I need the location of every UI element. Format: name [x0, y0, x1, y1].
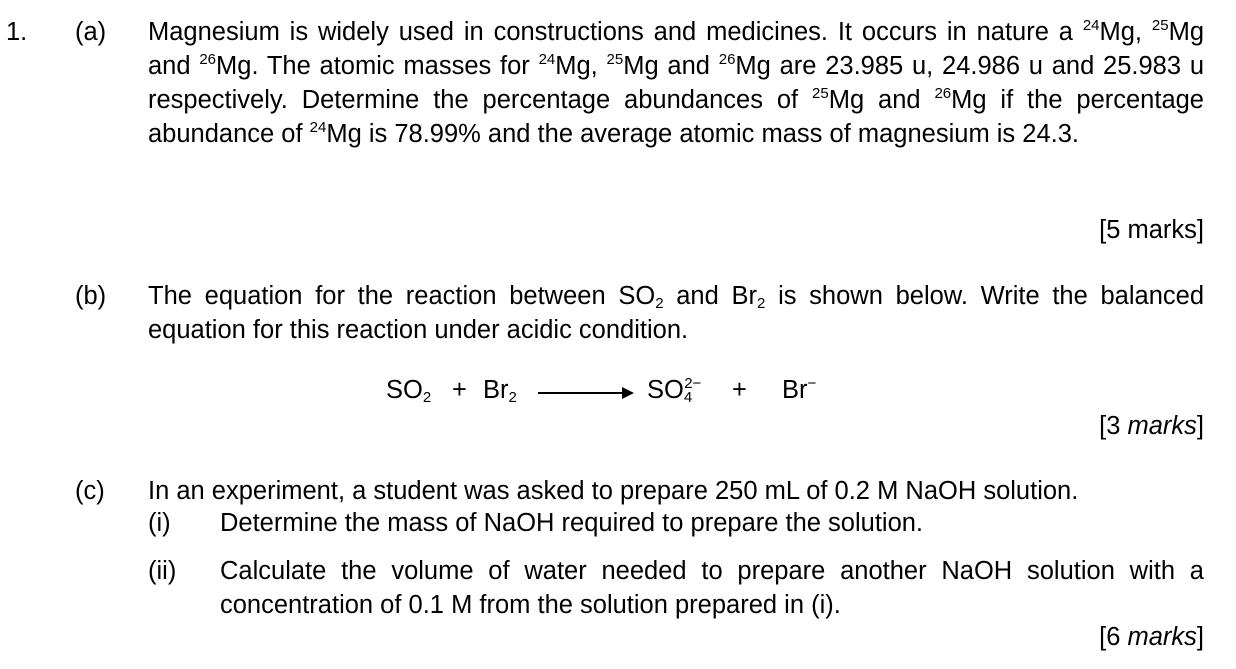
reaction-arrow — [538, 392, 626, 394]
product-bromide: Br− — [782, 375, 817, 404]
reactant-br2: $Br_2$ — [483, 376, 517, 406]
part-a-marks: [5 marks] — [1099, 216, 1204, 244]
part-c-marks: [6 marks] — [1099, 623, 1204, 651]
question-number: 1. — [6, 18, 28, 46]
part-c-i-text: Determine the mass of NaOH required to prepare the solution. — [220, 509, 924, 537]
product-sulfate: $SO_4^{2-}$ — [647, 375, 702, 406]
part-c-ii-label: (ii) — [148, 557, 177, 585]
part-c-text: In an experiment, a student was asked to prepare 250 mL of 0.2 M NaOH solution. — [148, 477, 1079, 505]
part-c-label: (c) — [75, 477, 105, 505]
part-b-text: The equation for the reaction between $SO_2$ and $Br_2$ is shown below. Write the balanced equation for this reaction under acidic condition. — [148, 282, 1205, 344]
part-c-i-label: (i) — [148, 509, 171, 537]
part-a-label: (a) — [75, 18, 107, 46]
plus-sign: + — [732, 376, 747, 404]
part-b-label: (b) — [75, 282, 107, 310]
reactant-so2: $SO_2$ — [386, 376, 432, 406]
arrow-head-icon — [622, 387, 634, 399]
plus-sign: + — [452, 376, 467, 404]
part-a-text: Magnesium is widely used in constructions and medicines. It occurs in nature a $^{24}$Mg, $^{25}$Mg and $^{26}$Mg. The atomic masses for $^{24}$Mg, $^{25}$Mg and $^{26}$Mg are 23.985 u, 24.986 u and 25.983 u respectively. Determine the percentage abundances of $^{25}$Mg and $^{26}$Mg if the percentage abundance of $^{24}$Mg is 78.99% and the average atomic mass of magnesium is 24.3. — [148, 17, 1205, 148]
part-c-ii-text: Calculate the volume of water needed to prepare another NaOH solution with a concentration of 0.1 M from the solution prepared in (i). — [220, 557, 1204, 619]
part-b-marks: [3 marks] — [1099, 412, 1204, 440]
